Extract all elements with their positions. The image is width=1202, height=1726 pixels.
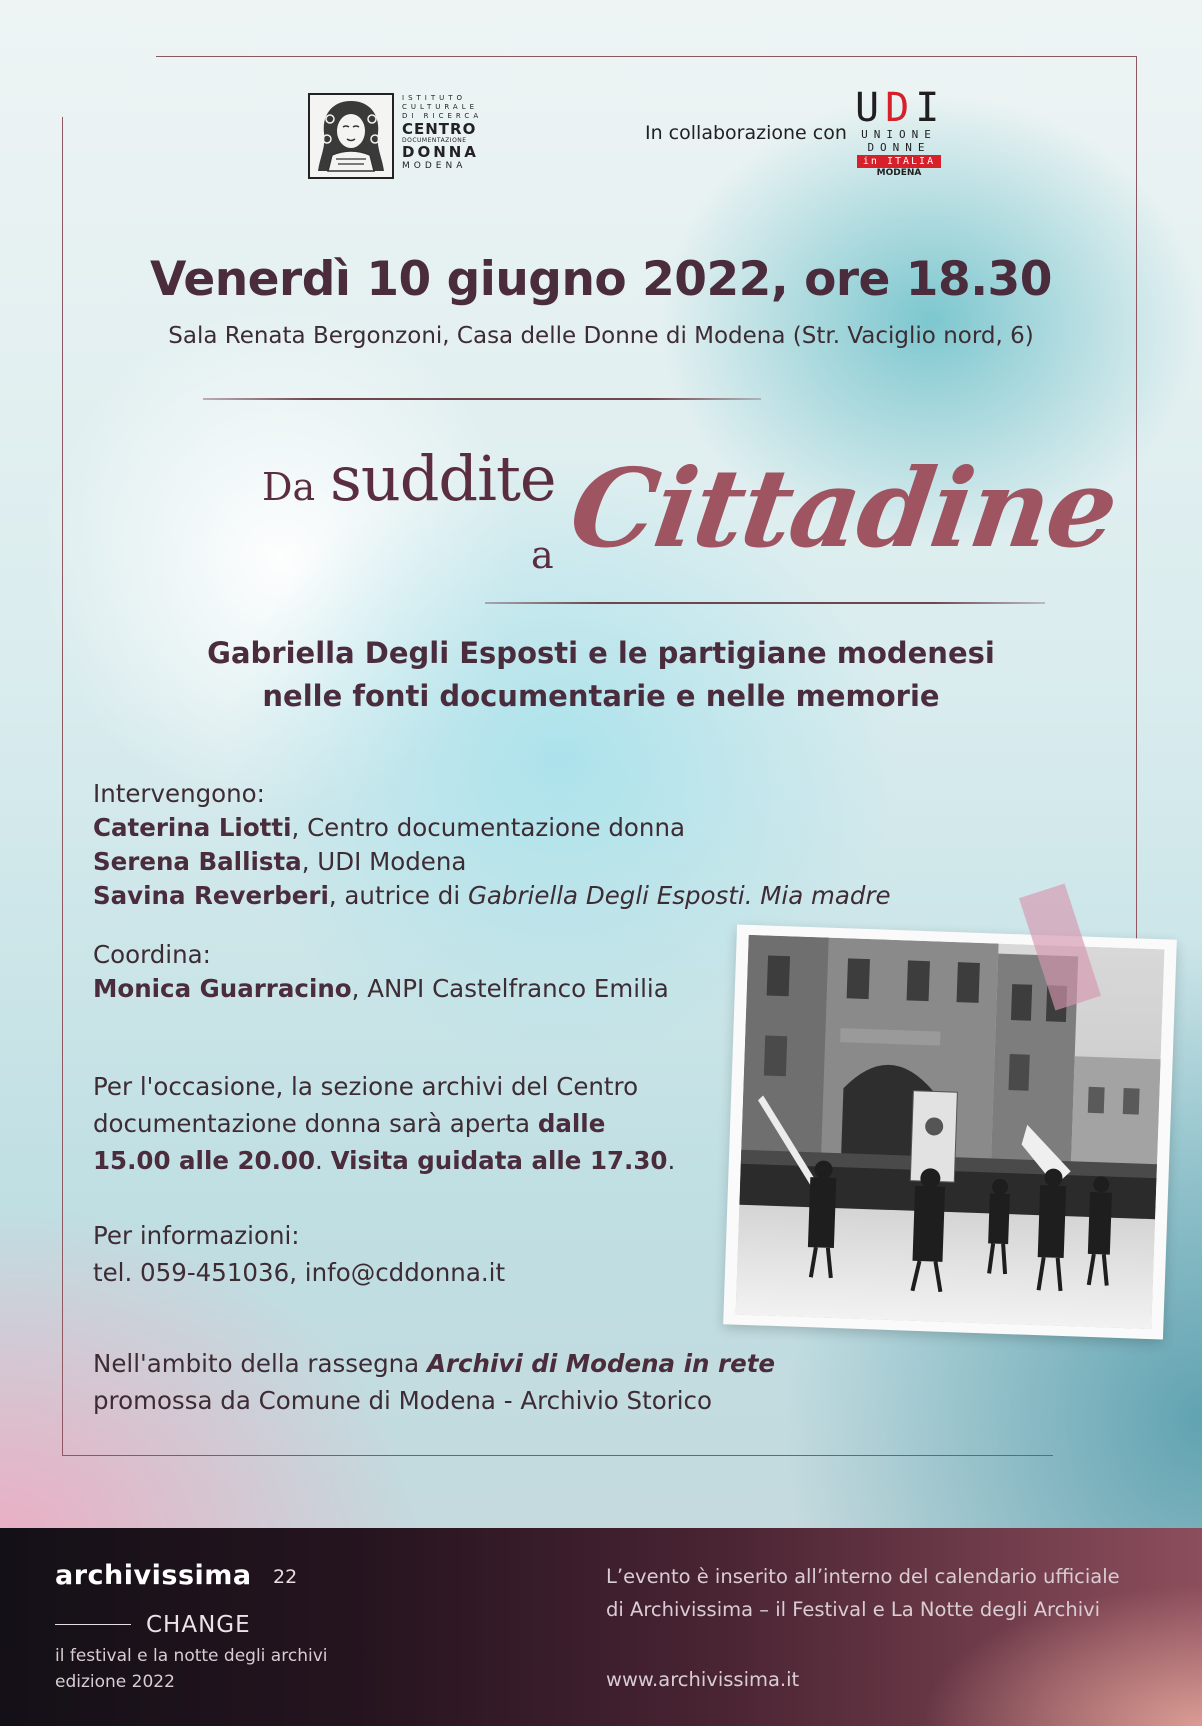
speaker-item: [93, 879, 891, 913]
cdd-line1: ISTITUTO: [402, 94, 467, 102]
occasion-line2: [93, 1105, 675, 1142]
website-link[interactable]: www.archivissima.it: [606, 1668, 800, 1691]
udi-i: I: [915, 85, 946, 131]
cdd-donna: DONNA: [402, 143, 479, 161]
speaker-name: Savina Reverberi: [93, 881, 329, 910]
speaker-item: [93, 811, 891, 845]
rassegna-section: [93, 1345, 775, 1419]
speaker-role: , UDI Modena: [301, 847, 467, 876]
woman-portrait-icon: [308, 93, 394, 179]
festival-notice: [606, 1560, 1120, 1626]
subtitle-line1: Gabriella Degli Esposti e le partigiane modenesi: [207, 636, 995, 670]
festival-theme: CHANGE: [146, 1612, 251, 1638]
subtitle-line2: nelle fonti documentarie e nelle memorie: [262, 679, 940, 713]
title-a: a: [531, 533, 554, 577]
edition-number: 22: [273, 1566, 298, 1588]
occasion-section: [93, 1068, 675, 1179]
frame-bottom-line: [62, 1455, 1053, 1456]
udi-donne: DONNE: [867, 141, 931, 154]
tagline-line2: edizione 2022: [55, 1672, 175, 1692]
event-venue: Sala Renata Bergonzoni, Casa delle Donne di Modena (Str. Vaciglio nord, 6): [168, 323, 1034, 349]
occasion-end: .: [667, 1146, 676, 1175]
speakers-section: [93, 777, 891, 913]
opening-hours: 15.00 alle 20.00: [93, 1146, 315, 1175]
coordinator-name: Monica Guarracino: [93, 974, 352, 1003]
cdd-line2: CULTURALE: [402, 103, 479, 111]
speaker-name: Caterina Liotti: [93, 813, 292, 842]
info-section: [93, 1217, 505, 1291]
occasion-line2-bold: dalle: [537, 1109, 606, 1138]
cdd-documentazione: DOCUMENTAZIONE: [402, 137, 467, 144]
occasion-line2-text: documentazione donna sarà aperta: [93, 1109, 538, 1138]
festival-tagline: [55, 1643, 327, 1695]
cdd-line3: DI RICERCA: [402, 112, 483, 120]
rassegna-line1: [93, 1345, 775, 1382]
guided-tour: Visita guidata alle 17.30: [330, 1146, 668, 1175]
speakers-label: Intervengono:: [93, 779, 265, 808]
occasion-line3: [93, 1142, 675, 1179]
cdd-logo: [308, 93, 492, 181]
coordination-label: Coordina:: [93, 940, 211, 969]
book-title: Gabriella Degli Esposti. Mia madre: [467, 881, 891, 910]
frame-right-line: [1136, 56, 1137, 942]
rassegna-text: Nell'ambito della rassegna: [93, 1349, 427, 1378]
cdd-logo-text: [402, 95, 482, 171]
archivissima-logo: archivissima: [55, 1560, 252, 1591]
title-suddite: suddite: [330, 442, 556, 515]
rassegna-name: Archivi di Modena in rete: [426, 1349, 776, 1378]
historical-photo: [730, 932, 1180, 1360]
notice-line1: L’evento è inserito all’interno del calendario ufficiale: [606, 1565, 1120, 1588]
event-date: Venerdì 10 giugno 2022, ore 18.30: [150, 252, 1052, 307]
occasion-line1: Per l'occasione, la sezione archivi del Centro: [93, 1072, 639, 1101]
divider-bottom: [485, 602, 1045, 604]
event-subtitle: [0, 632, 1202, 718]
tagline-line1: il festival e la notte degli archivi: [55, 1646, 328, 1666]
udi-letters: [855, 85, 946, 131]
collaboration-label: In collaborazione con: [645, 122, 847, 144]
footer-line: [55, 1624, 131, 1625]
coordinator-item: [93, 972, 669, 1006]
udi-unione: UNIONE: [861, 128, 937, 141]
rassegna-line2: promossa da Comune di Modena - Archivio Storico: [93, 1386, 713, 1415]
notice-line2: di Archivissima – il Festival e La Notte degli Archivi: [606, 1598, 1101, 1621]
occasion-sep: .: [315, 1146, 331, 1175]
cdd-centro: CENTRO: [402, 120, 477, 138]
speaker-role: , Centro documentazione donna: [291, 813, 685, 842]
udi-u: U: [855, 85, 886, 131]
info-contact: tel. 059-451036, info@cddonna.it: [93, 1258, 506, 1287]
info-label: Per informazioni:: [93, 1221, 300, 1250]
udi-in-italia: in ITALIA: [857, 155, 941, 168]
speaker-role: , autrice di: [328, 881, 468, 910]
speaker-item: [93, 845, 891, 879]
frame-left-line: [62, 117, 63, 1456]
divider-top: [203, 398, 761, 400]
udi-modena: MODENA: [876, 168, 922, 178]
footer: [0, 1528, 1202, 1726]
frame-top-line: [156, 56, 1137, 57]
udi-logo: [855, 85, 946, 188]
coordinator-role: , ANPI Castelfranco Emilia: [351, 974, 669, 1003]
title-da: Da: [262, 465, 316, 509]
udi-d: D: [885, 85, 916, 131]
photo-frame: [723, 924, 1177, 1339]
title-cittadine: Cittadine: [563, 446, 1124, 572]
cdd-modena: MODENA: [402, 161, 467, 171]
coordination-section: [93, 938, 669, 1006]
speaker-name: Serena Ballista: [93, 847, 302, 876]
